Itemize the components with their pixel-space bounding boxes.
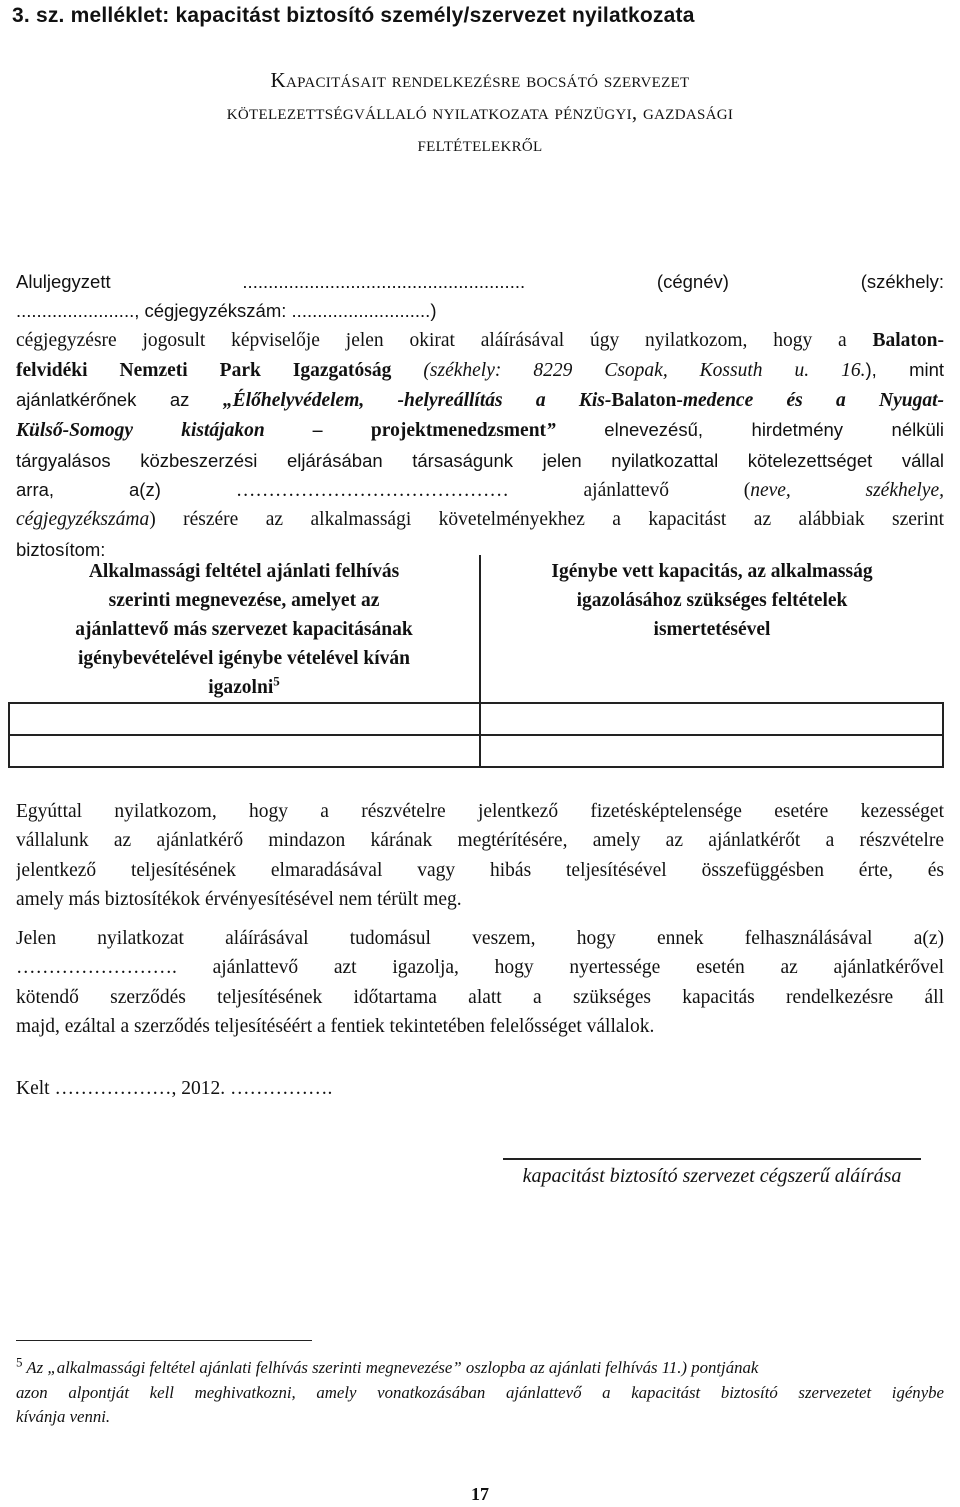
- capacity-table: [8, 555, 944, 768]
- footnote: [16, 1356, 944, 1430]
- intro-line-6: Külső-Somogy kistájakon – projektmenedzsment” elnevezésű, hirdetmény nélküli: [16, 419, 944, 442]
- intro-line-1: Aluljegyzett ....................................................... (cégnév) (székhely:: [16, 271, 944, 292]
- guarantee-line-1: Egyúttal nyilatkozom, hogy a részvételre jelentkező fizetésképtelensége esetére kezességet: [16, 801, 944, 822]
- ack-line-1: Jelen nyilatkozat aláírásával tudomásul veszem, hogy ennek felhasználásával a(z): [16, 928, 944, 949]
- date-line: Kelt ………………, 2012. …………….: [16, 1078, 333, 1099]
- footnote-ref: 5: [273, 673, 280, 689]
- guarantee-line-2: vállalunk az ajánlatkérő mindazon kárának megtérítésére, amely az ajánlatkérőt a részvételre: [16, 830, 944, 852]
- table-row: [9, 735, 943, 767]
- ack-line-4: majd, ezáltal a szerződés teljesítéséért a fentiek tekintetében felelősséget vállalok.: [16, 1015, 655, 1037]
- intro-paragraph: [16, 267, 944, 564]
- attachment-title: 3. sz. melléklet: kapacitást biztosító személy/szervezet nyilatkozata: [12, 4, 695, 27]
- footnote-separator: [16, 1340, 312, 1341]
- footnote-line-3: kívánja venni.: [16, 1407, 111, 1426]
- intro-line-9: cégjegyzékszáma) részére az alkalmassági követelményekhez a kapacitást az alábbiak szerint: [16, 509, 944, 531]
- table-cell-empty[interactable]: [9, 735, 480, 767]
- intro-line-7: tárgyalásos közbeszerzési eljárásában társaságunk jelen nyilatkozattal kötelezettséget vállal: [16, 449, 944, 471]
- table-cell-empty[interactable]: [480, 703, 943, 735]
- intro-line-4: felvidéki Nemzeti Park Igazgatóság (székhely: 8229 Csopak, Kossuth u. 16.), mint: [16, 358, 944, 381]
- intro-line-10: biztosítom:: [16, 538, 106, 560]
- table-row: [9, 703, 943, 735]
- ack-line-3: kötendő szerződés teljesítésének időtartama alatt a szükséges kapacitás rendelkezésre áll: [16, 986, 944, 1008]
- intro-line-2: ......................., cégjegyzékszám: ...........................): [16, 300, 437, 322]
- footnote-line-1: $^5$ Az „alkalmassági feltétel ajánlati felhívás szerinti megnevezése” oszlopba az ajánlati felhívás 11.) pontjának: [16, 1356, 759, 1377]
- page-number: 17: [471, 1484, 489, 1504]
- footnote-line-2: azon alpontját kell meghivatkozni, amely vonatkozásában ajánlattevő a kapacitást biztosító szervezetet igénybe: [16, 1382, 944, 1402]
- intro-line-3: cégjegyzésre jogosult képviselője jelen okirat aláírásával úgy nyilatkozom, hogy a Balaton-: [16, 329, 944, 351]
- company-name-hint: (cégnév) (székhely:: [525, 271, 944, 292]
- intro-line-8: arra, a(z) …………………………………… ajánlattevő (neve, székhelye,: [16, 479, 944, 502]
- ack-line-2: ……………………. ajánlattevő azt igazolja, hogy nyertessége esetén az ajánlatkérővel: [16, 957, 944, 979]
- table-header-col2: Igénybe vett kapacitás, az alkalmasság igazolásához szükséges feltételek ismertetésével: [480, 555, 943, 703]
- acknowledgement-paragraph: [16, 924, 944, 1041]
- guarantee-line-4: amely más biztosítékok érvényesítésével nem térült meg.: [16, 888, 462, 910]
- table-header-col1: Alkalmassági feltétel ajánlati felhívás szerinti megnevezése, amelyet az ajánlattevő más szervezet kapacitásának igénybevételével igénybe vételével kíván igazolni$^5$: [9, 555, 480, 703]
- signature-line: [503, 1158, 921, 1160]
- heading-line-1-text: Kapacitásait rendelkezésre bocsátó szervezet: [270, 68, 690, 92]
- signature-label: kapacitást biztosító szervezet cégszerű aláírása: [522, 1165, 902, 1187]
- heading-line-2: kötelezettségvállaló nyilatkozata pénzügyi, gazdasági: [226, 100, 734, 124]
- heading-line-1: [0, 64, 960, 96]
- guarantee-line-3: jelentkező teljesítésének elmaradásával vagy hibás teljesítésével összefüggésben érte, és: [16, 859, 944, 881]
- guarantee-paragraph: [16, 797, 944, 914]
- table-header-row: [9, 555, 943, 703]
- table-cell-empty[interactable]: [9, 703, 480, 735]
- heading-line-3: feltételekről: [417, 132, 543, 156]
- intro-line-5: ajánlatkérőnek az „Élőhelyvédelem, -helyreállítás a Kis-Balaton-medence és a Nyugat-: [16, 389, 944, 412]
- table-cell-empty[interactable]: [480, 735, 943, 767]
